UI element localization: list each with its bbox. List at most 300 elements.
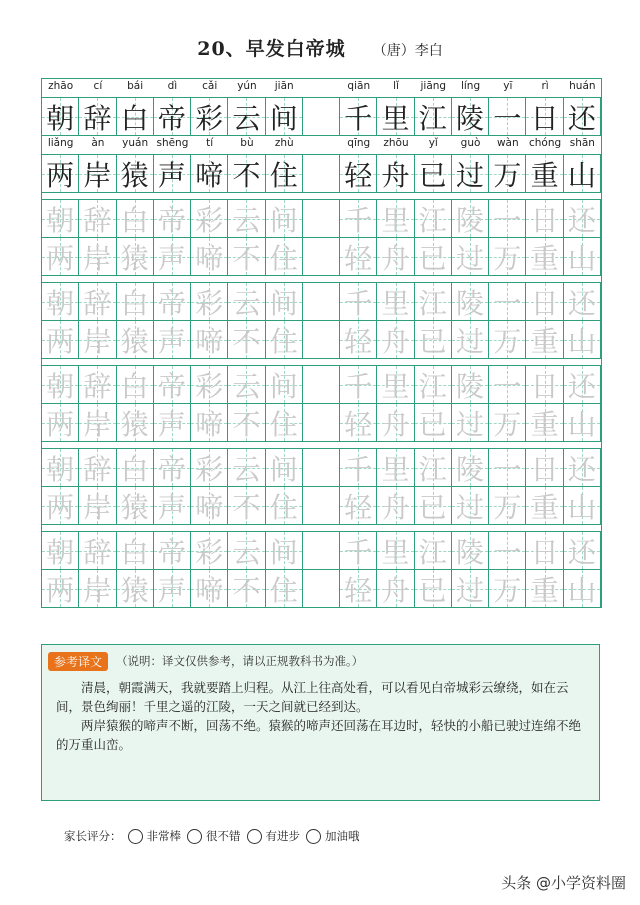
character-cell[interactable]: [526, 487, 563, 524]
character-cell[interactable]: [452, 487, 489, 524]
character-cell[interactable]: [377, 238, 414, 275]
character: 两: [46, 158, 75, 192]
character-cell[interactable]: [340, 283, 377, 320]
pinyin-syllable: jiāng: [420, 80, 447, 92]
character-cell[interactable]: [340, 238, 377, 275]
character-cell[interactable]: [564, 200, 601, 237]
character: 间: [269, 203, 298, 237]
character: 帝: [157, 286, 186, 320]
character-cell[interactable]: [564, 449, 601, 486]
character-cell: [117, 98, 154, 135]
character-cell[interactable]: [266, 238, 303, 275]
pinyin-syllable: àn: [91, 137, 105, 149]
character-cell[interactable]: [191, 238, 228, 275]
character: 间: [269, 452, 298, 486]
character-cell[interactable]: [191, 449, 228, 486]
character-cell[interactable]: [266, 449, 303, 486]
character-cell[interactable]: [191, 404, 228, 441]
character-cell: [526, 98, 563, 135]
parent-rating: [64, 828, 360, 844]
rating-radio-1[interactable]: [128, 829, 143, 844]
character: 岸: [83, 490, 112, 524]
character: 千: [344, 286, 373, 320]
character: 千: [344, 101, 373, 135]
character-cell[interactable]: [79, 570, 116, 607]
character: 万: [493, 158, 522, 192]
character: 岸: [83, 241, 112, 275]
pinyin-syllable: jiān: [274, 80, 294, 92]
pinyin-syllable: cí: [93, 80, 103, 92]
character-cell[interactable]: [266, 404, 303, 441]
gap-cell: [303, 155, 340, 192]
gap-cell[interactable]: [303, 200, 340, 237]
character: 彩: [195, 101, 224, 135]
character: 声: [157, 241, 186, 275]
pinyin-syllable: tí: [206, 137, 214, 149]
character-cell[interactable]: [42, 532, 79, 569]
character-cell[interactable]: [489, 570, 526, 607]
character-cell[interactable]: [377, 487, 414, 524]
character: 万: [493, 241, 522, 275]
character-cell[interactable]: [154, 200, 191, 237]
character-cell[interactable]: [154, 238, 191, 275]
character: 舟: [381, 490, 410, 524]
character-cell[interactable]: [452, 283, 489, 320]
character-cell[interactable]: [340, 570, 377, 607]
pinyin-syllable: cǎi: [202, 80, 218, 92]
character-cell[interactable]: [228, 200, 265, 237]
character: 住: [269, 573, 298, 607]
character: 猿: [120, 573, 149, 607]
character: 辞: [83, 535, 112, 569]
character: [303, 321, 339, 358]
character: 已: [418, 490, 447, 524]
character-cell[interactable]: [228, 570, 265, 607]
character: 帝: [157, 203, 186, 237]
character-cell[interactable]: [452, 200, 489, 237]
character: 间: [269, 286, 298, 320]
character-cell[interactable]: [228, 321, 265, 358]
character: 啼: [195, 324, 224, 358]
character: 一: [493, 535, 522, 569]
character: 还: [567, 286, 596, 320]
character-cell[interactable]: [79, 487, 116, 524]
character: 重: [530, 324, 559, 358]
character-cell[interactable]: [377, 200, 414, 237]
character: 啼: [195, 241, 224, 275]
character: 舟: [381, 573, 410, 607]
character-cell[interactable]: [452, 238, 489, 275]
character-cell[interactable]: [564, 321, 601, 358]
character-cell: [228, 155, 265, 192]
character: 不: [232, 241, 261, 275]
trace-row: [42, 403, 601, 441]
character-cell[interactable]: [191, 532, 228, 569]
character-cell[interactable]: [526, 404, 563, 441]
character-cell[interactable]: [154, 404, 191, 441]
character-cell[interactable]: [489, 200, 526, 237]
character-cell[interactable]: [564, 487, 601, 524]
trace-row: [42, 448, 601, 486]
character: 已: [418, 324, 447, 358]
character-cell[interactable]: [377, 366, 414, 403]
character-cell[interactable]: [526, 238, 563, 275]
character-cell[interactable]: [340, 200, 377, 237]
character-cell[interactable]: [79, 366, 116, 403]
character-cell[interactable]: [564, 283, 601, 320]
character: 白: [120, 369, 149, 403]
character-cell[interactable]: [526, 532, 563, 569]
character: 不: [232, 573, 261, 607]
character-cell[interactable]: [266, 283, 303, 320]
character-cell: [452, 98, 489, 135]
character: 啼: [195, 490, 224, 524]
character: 日: [530, 101, 559, 135]
character: 里: [381, 535, 410, 569]
character: 帝: [157, 452, 186, 486]
character-cell[interactable]: [526, 570, 563, 607]
character: [303, 570, 339, 607]
character-cell[interactable]: [340, 366, 377, 403]
character-cell[interactable]: [42, 238, 79, 275]
character-cell[interactable]: [228, 487, 265, 524]
character: 云: [232, 203, 261, 237]
character: 轻: [344, 241, 373, 275]
character-cell[interactable]: [340, 532, 377, 569]
character-cell[interactable]: [415, 570, 452, 607]
character-cell[interactable]: [526, 366, 563, 403]
character: 已: [418, 158, 447, 192]
character-cell[interactable]: [452, 570, 489, 607]
character-cell[interactable]: [154, 532, 191, 569]
character-cell[interactable]: [415, 449, 452, 486]
pinyin-syllable: huán: [569, 80, 596, 92]
character-cell[interactable]: [117, 449, 154, 486]
pinyin-syllable: yuán: [122, 137, 149, 149]
character-cell[interactable]: [489, 404, 526, 441]
character-cell[interactable]: [154, 487, 191, 524]
character: 过: [456, 324, 485, 358]
character-cell[interactable]: [377, 532, 414, 569]
character-cell[interactable]: [154, 570, 191, 607]
character-cell[interactable]: [191, 283, 228, 320]
character: 住: [269, 490, 298, 524]
character-cell[interactable]: [154, 449, 191, 486]
character-cell[interactable]: [79, 283, 116, 320]
character-cell[interactable]: [79, 238, 116, 275]
practice-grid: [41, 78, 602, 608]
character-cell[interactable]: [564, 366, 601, 403]
character-cell[interactable]: [489, 487, 526, 524]
gap-cell[interactable]: [303, 366, 340, 403]
character: 陵: [456, 203, 485, 237]
character-cell[interactable]: [266, 321, 303, 358]
character-cell[interactable]: [564, 532, 601, 569]
rating-radio-4[interactable]: [306, 829, 321, 844]
character-cell[interactable]: [489, 449, 526, 486]
character: 里: [381, 286, 410, 320]
pinyin-syllable: bù: [240, 137, 254, 149]
character-cell[interactable]: [415, 532, 452, 569]
character-cell[interactable]: [564, 570, 601, 607]
character: 住: [269, 407, 298, 441]
character-cell[interactable]: [415, 200, 452, 237]
trace-row: [42, 320, 601, 358]
character-cell[interactable]: [489, 238, 526, 275]
character-cell: [377, 155, 414, 192]
character-cell[interactable]: [489, 366, 526, 403]
character-cell[interactable]: [117, 532, 154, 569]
character: 陵: [456, 535, 485, 569]
character-cell[interactable]: [452, 532, 489, 569]
character: 过: [456, 490, 485, 524]
character-cell[interactable]: [79, 404, 116, 441]
character-cell: [228, 98, 265, 135]
gap-cell[interactable]: [303, 404, 340, 441]
character-cell[interactable]: [42, 404, 79, 441]
character-cell[interactable]: [228, 404, 265, 441]
character-cell[interactable]: [564, 404, 601, 441]
character: 声: [157, 324, 186, 358]
character-cell[interactable]: [564, 238, 601, 275]
rating-radio-2[interactable]: [187, 829, 202, 844]
character: 千: [344, 369, 373, 403]
character-cell[interactable]: [266, 570, 303, 607]
character: 日: [530, 203, 559, 237]
character-cell[interactable]: [79, 200, 116, 237]
character: 白: [120, 203, 149, 237]
character-cell[interactable]: [42, 449, 79, 486]
character-cell[interactable]: [266, 366, 303, 403]
character-cell[interactable]: [526, 200, 563, 237]
character: 两: [46, 407, 75, 441]
character: 一: [493, 203, 522, 237]
character-cell[interactable]: [117, 321, 154, 358]
character-cell[interactable]: [42, 487, 79, 524]
character: 万: [493, 573, 522, 607]
character: 陵: [456, 286, 485, 320]
character: 彩: [195, 452, 224, 486]
character: 里: [381, 369, 410, 403]
character: 山: [567, 573, 596, 607]
trace-row: [42, 199, 601, 237]
character-cell[interactable]: [228, 449, 265, 486]
character-cell[interactable]: [42, 570, 79, 607]
character-cell[interactable]: [340, 404, 377, 441]
character: 江: [418, 286, 447, 320]
character: 两: [46, 490, 75, 524]
trace-row: [42, 365, 601, 403]
trace-row: [42, 531, 601, 569]
character: 万: [493, 490, 522, 524]
pinyin-syllable: shēng: [156, 137, 189, 149]
character-row: [42, 154, 601, 192]
character-cell[interactable]: [415, 321, 452, 358]
character: 白: [120, 452, 149, 486]
character: 云: [232, 452, 261, 486]
gap-cell[interactable]: [303, 321, 340, 358]
character-cell[interactable]: [415, 366, 452, 403]
character: 不: [232, 324, 261, 358]
character: 山: [567, 490, 596, 524]
character-cell[interactable]: [42, 283, 79, 320]
character: 住: [269, 324, 298, 358]
character-cell: [340, 98, 377, 135]
character-cell[interactable]: [526, 449, 563, 486]
character-cell[interactable]: [526, 283, 563, 320]
character: 声: [157, 573, 186, 607]
gap-cell[interactable]: [303, 238, 340, 275]
character: 啼: [195, 158, 224, 192]
character-cell[interactable]: [117, 366, 154, 403]
character: [303, 283, 339, 320]
rating-option-1: 非常棒: [146, 829, 181, 843]
character: 朝: [46, 452, 75, 486]
character: 千: [344, 535, 373, 569]
character-cell[interactable]: [79, 321, 116, 358]
character-cell[interactable]: [42, 321, 79, 358]
character-cell[interactable]: [340, 321, 377, 358]
pinyin-syllable: chóng: [529, 137, 562, 149]
translation-box: [41, 644, 600, 801]
character-cell[interactable]: [377, 449, 414, 486]
character-cell: [415, 98, 452, 135]
character: [303, 449, 339, 486]
character: 陵: [456, 452, 485, 486]
character-cell[interactable]: [377, 404, 414, 441]
character-cell[interactable]: [526, 321, 563, 358]
character-cell[interactable]: [377, 283, 414, 320]
character-cell[interactable]: [266, 532, 303, 569]
character: 还: [567, 203, 596, 237]
character: 舟: [381, 324, 410, 358]
pinyin-syllable: zhāo: [48, 80, 74, 92]
character-cell[interactable]: [228, 532, 265, 569]
character-cell[interactable]: [117, 404, 154, 441]
character-cell: [42, 98, 79, 135]
character-cell[interactable]: [228, 366, 265, 403]
pinyin-syllable: guò: [460, 137, 481, 149]
character-cell[interactable]: [415, 404, 452, 441]
character-cell[interactable]: [191, 321, 228, 358]
character-cell[interactable]: [489, 283, 526, 320]
character-cell[interactable]: [452, 366, 489, 403]
character: 猿: [120, 407, 149, 441]
character-cell[interactable]: [415, 487, 452, 524]
character: 还: [567, 369, 596, 403]
gap-cell[interactable]: [303, 570, 340, 607]
character: 朝: [46, 369, 75, 403]
rating-option-3: 有进步: [265, 829, 300, 843]
character: 声: [157, 158, 186, 192]
character-cell: [489, 155, 526, 192]
character-cell[interactable]: [377, 570, 414, 607]
character-cell[interactable]: [266, 487, 303, 524]
character-cell[interactable]: [228, 283, 265, 320]
character: 万: [493, 407, 522, 441]
pinyin-syllable: yī: [503, 80, 513, 92]
character: 山: [567, 324, 596, 358]
character-cell[interactable]: [489, 321, 526, 358]
rating-radio-3[interactable]: [247, 829, 262, 844]
character-cell[interactable]: [79, 449, 116, 486]
rating-option-4: 加油哦: [325, 829, 360, 843]
character-cell[interactable]: [191, 487, 228, 524]
character-cell[interactable]: [117, 487, 154, 524]
character: 轻: [344, 573, 373, 607]
character: 朝: [46, 535, 75, 569]
character-cell[interactable]: [452, 321, 489, 358]
character: 岸: [83, 324, 112, 358]
character: 山: [567, 158, 596, 192]
character-cell[interactable]: [117, 283, 154, 320]
character-cell[interactable]: [340, 487, 377, 524]
character: [303, 532, 339, 569]
character: [303, 487, 339, 524]
character-cell: [489, 98, 526, 135]
character: 舟: [381, 407, 410, 441]
character-cell[interactable]: [154, 321, 191, 358]
trace-row: [42, 569, 601, 607]
character-cell[interactable]: [42, 366, 79, 403]
character-cell[interactable]: [266, 200, 303, 237]
character-cell[interactable]: [191, 366, 228, 403]
character-cell[interactable]: [191, 200, 228, 237]
character: 轻: [344, 324, 373, 358]
gap-cell[interactable]: [303, 449, 340, 486]
character: 江: [418, 101, 447, 135]
character-cell[interactable]: [228, 238, 265, 275]
character: 一: [493, 452, 522, 486]
character: 两: [46, 241, 75, 275]
character-cell: [154, 98, 191, 135]
character-cell[interactable]: [117, 238, 154, 275]
character-cell[interactable]: [79, 532, 116, 569]
character-cell[interactable]: [117, 570, 154, 607]
character: 江: [418, 535, 447, 569]
character-cell[interactable]: [191, 570, 228, 607]
gap-cell[interactable]: [303, 532, 340, 569]
character-cell[interactable]: [452, 449, 489, 486]
character: 辞: [83, 369, 112, 403]
character-cell[interactable]: [117, 200, 154, 237]
character-cell: [452, 155, 489, 192]
character-cell[interactable]: [452, 404, 489, 441]
character-cell[interactable]: [154, 366, 191, 403]
character: 里: [381, 452, 410, 486]
character-cell[interactable]: [415, 238, 452, 275]
gap-cell[interactable]: [303, 487, 340, 524]
character: 岸: [83, 573, 112, 607]
character-cell[interactable]: [415, 283, 452, 320]
character: 两: [46, 324, 75, 358]
character: 帝: [157, 101, 186, 135]
character-cell[interactable]: [340, 449, 377, 486]
character-cell: [154, 155, 191, 192]
pinyin-syllable: líng: [460, 80, 481, 92]
character-cell[interactable]: [42, 200, 79, 237]
character-cell[interactable]: [489, 532, 526, 569]
rating-label: 家长评分：: [64, 829, 122, 843]
character: 云: [232, 535, 261, 569]
character-cell[interactable]: [377, 321, 414, 358]
character: 猿: [120, 490, 149, 524]
character-cell[interactable]: [154, 283, 191, 320]
poem-author: （唐）李白: [372, 43, 443, 59]
character: 辞: [83, 101, 112, 135]
gap-cell[interactable]: [303, 283, 340, 320]
pinyin-syllable: qīng: [347, 137, 371, 149]
